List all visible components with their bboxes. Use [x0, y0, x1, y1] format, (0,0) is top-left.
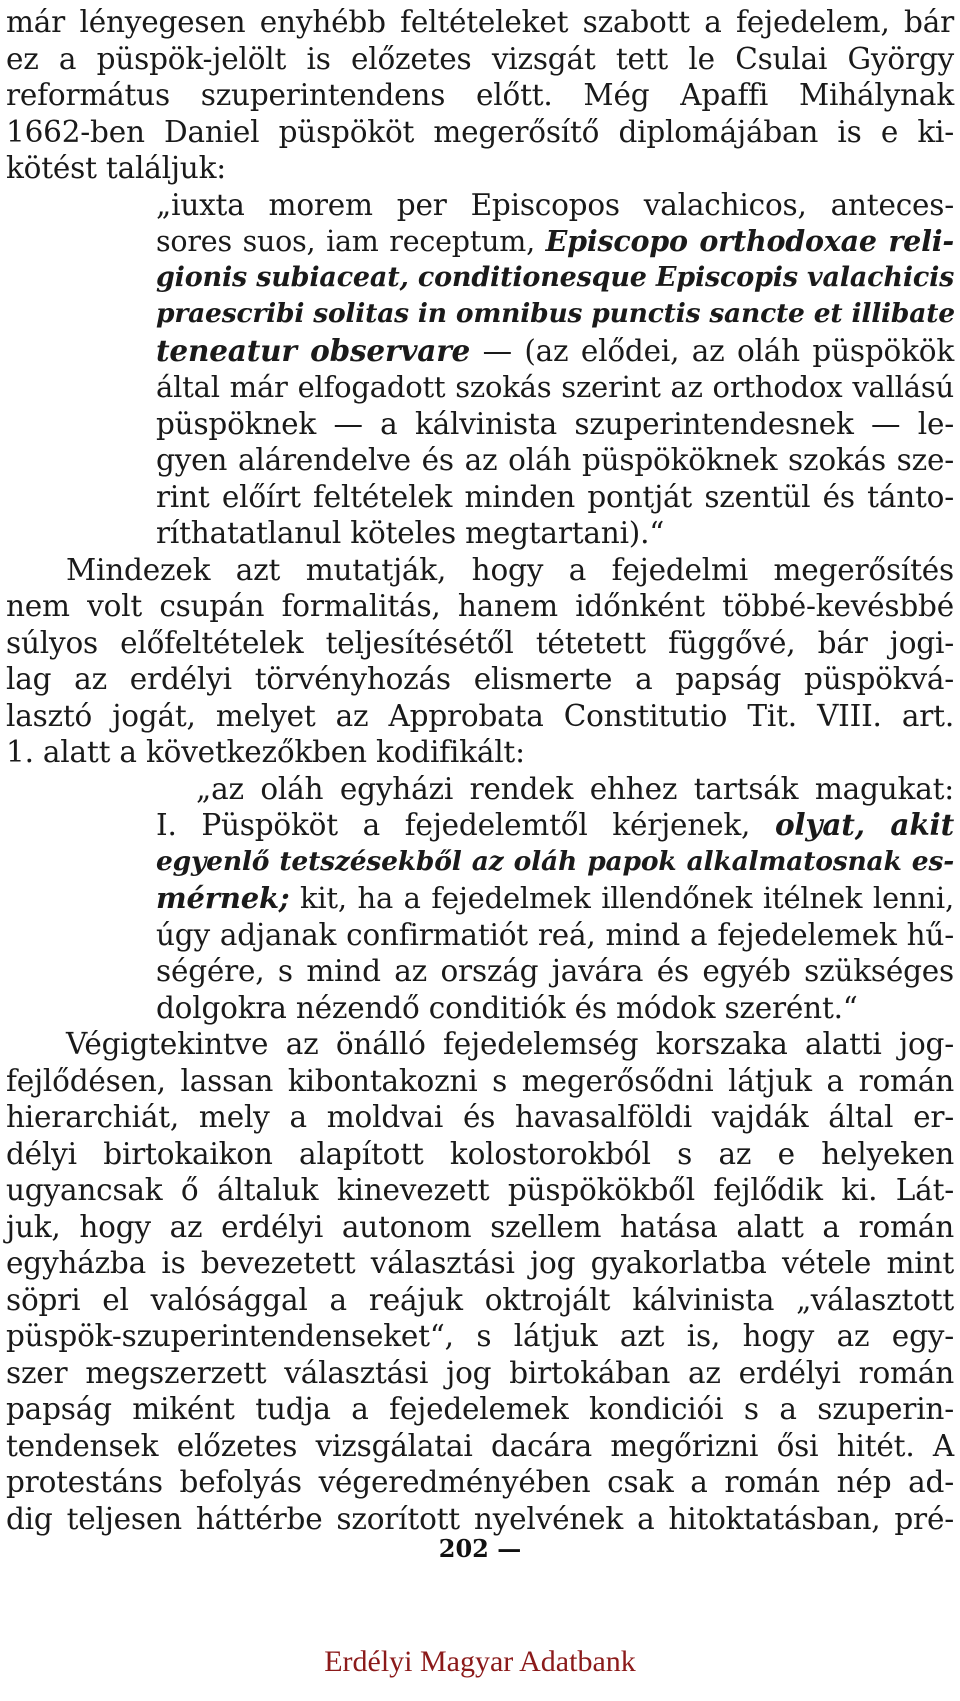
text-line — [6, 41, 954, 78]
text-line — [6, 1099, 954, 1136]
text-line — [6, 1428, 954, 1465]
text-line — [6, 990, 954, 1027]
text-line — [6, 880, 954, 917]
text-line — [6, 734, 954, 771]
text-line — [6, 223, 954, 260]
line-text: gyen alárendelve és az oláh püspököknek szokás sze- — [156, 443, 954, 477]
line-text: dig teljesen háttérbe szorított nyelvének a hitoktatásban, pré- — [6, 1501, 954, 1536]
text-line — [6, 369, 954, 406]
line-text: püspök-szuperintendenseket“, s látjuk azt is, hogy az egy- — [6, 1319, 954, 1353]
line-text: — (az elődei, az oláh püspökök — [470, 333, 954, 368]
line-text: söpri el valósággal a reájuk oktrojált kálvinista „választott — [6, 1282, 954, 1317]
line-text: ségére, s mind az ország javára és egyéb szükséges — [156, 954, 954, 988]
page-number: 202 — — [438, 1534, 522, 1563]
text-line — [6, 150, 954, 187]
line-text: juk, hogy az erdélyi autonom szellem hatása alatt a román — [6, 1209, 954, 1244]
line-text: nem volt csupán formalitás, hanem időnként többé-kevésbbé — [6, 589, 954, 623]
text-line — [6, 917, 954, 954]
line-text: szer megszerzett választási jog birtokában az erdélyi román — [6, 1355, 954, 1390]
line-text: már lényegesen enyhébb feltételeket szabott a fejedelem, bár — [6, 5, 954, 39]
line-italic-text: gionis subiaceat, conditionesque Episcopis valachicis — [156, 261, 955, 293]
text-line — [6, 1391, 954, 1428]
line-italic-text: mérnek; — [156, 881, 290, 915]
line-text: lag az erdélyi törvényhozás elismerte a papság püspökvá- — [6, 662, 954, 696]
line-text: 1. alatt a következőkben kodifikált: — [6, 735, 525, 769]
text-line — [6, 1355, 954, 1392]
line-italic-text: teneatur observare — [156, 332, 471, 368]
text-line — [6, 844, 954, 881]
line-text: délyi birtokaikon alapított kolostorokból s az e helyeken — [6, 1136, 954, 1171]
text-line — [6, 1136, 954, 1173]
line-text: dolgokra nézendő conditiók és módok szerént.“ — [156, 990, 858, 1025]
line-text: Mindezek azt mutatják, hogy a fejedelmi megerősítés — [66, 552, 954, 587]
text-line — [6, 1282, 954, 1319]
text-line — [6, 698, 954, 735]
text-line — [6, 260, 954, 297]
line-text: súlyos előfeltételek teljesítésétől tétetett függővé, bár jogi- — [6, 625, 954, 660]
line-text: kötést találjuk: — [6, 151, 226, 185]
line-italic-text: praescribi solitas in omnibus punctis sancte et illibate — [156, 298, 955, 329]
text-line — [6, 296, 954, 333]
text-line — [6, 1063, 954, 1100]
line-text: „az oláh egyházi rendek ehhez tartsák magukat: — [196, 771, 954, 806]
text-line — [6, 1501, 954, 1538]
line-text: püspöknek — a kálvinista szuperintendesnek — le- — [156, 406, 954, 441]
line-text: sores suos, iam receptum, — [156, 225, 546, 258]
line-text: protestáns befolyás végeredményében csak a román nép ad- — [6, 1465, 954, 1499]
text-line — [6, 77, 954, 114]
line-text: tendensek előzetes vizsgálatai dacára megőrizni ősi hitét. A — [6, 1428, 954, 1463]
line-text: 1662-ben Daniel püspököt megerősítő diplomájában is e ki- — [6, 114, 954, 149]
text-line — [6, 1318, 954, 1355]
line-italic-text: olyat, akit — [774, 807, 954, 842]
text-line — [6, 187, 954, 224]
line-text: hierarchiát, mely a moldvai és havasalföldi vajdák által er- — [6, 1100, 954, 1134]
body-text — [6, 4, 954, 1537]
text-line — [6, 661, 954, 698]
line-text: ríthatatlanul köteles megtartani).“ — [156, 516, 665, 550]
line-text: kit, ha a fejedelmek illendőnek itélnek lenni, — [289, 881, 954, 915]
text-line — [6, 1172, 954, 1209]
line-text: egyházba is bevezetett választási jog gyakorlatba vétele mint — [6, 1246, 954, 1280]
line-text: ez a püspök-jelölt is előzetes vizsgát tett le Csulai György — [6, 41, 954, 76]
line-text: lasztó jogát, melyet az Approbata Constitutio Tit. VIII. art. — [6, 698, 954, 733]
text-line — [6, 625, 954, 662]
line-text: úgy adjanak confirmatiót reá, mind a fejedelemek hű- — [156, 917, 954, 952]
text-line — [6, 114, 954, 151]
line-text: I. Püspököt a fejedelemtől kérjenek, — [156, 808, 775, 842]
text-line — [6, 953, 954, 990]
line-text: Végigtekintve az önálló fejedelemség korszaka alatti jog- — [66, 1027, 954, 1061]
text-line — [6, 1209, 954, 1246]
line-text: rint előírt feltételek minden pontját szentül és tánto- — [156, 479, 954, 514]
text-line — [6, 406, 954, 443]
line-italic-text: egyenlő tetszésekből az oláh papok alkalmatosnak es- — [156, 845, 954, 877]
line-text: papság miként tudja a fejedelemek kondiciói s a szuperin- — [6, 1392, 954, 1426]
line-text: által már elfogadott szokás szerint az orthodox vallású — [156, 370, 954, 404]
line-text: ugyancsak ő általuk kinevezett püspökökből fejlődik ki. Lát- — [6, 1173, 954, 1207]
text-line — [6, 442, 954, 479]
source-watermark: Erdélyi Magyar Adatbank — [324, 1645, 636, 1678]
line-italic-text: Episcopo orthodoxae reli- — [545, 224, 954, 258]
text-line — [6, 515, 954, 552]
text-line — [6, 1026, 954, 1063]
text-line — [6, 588, 954, 625]
text-line — [6, 1245, 954, 1282]
line-text: „iuxta morem per Episcopos valachicos, anteces- — [156, 187, 954, 222]
text-line — [6, 333, 954, 370]
text-line — [6, 1464, 954, 1501]
line-text: református szuperintendens előtt. Még Apaffi Mihálynak — [6, 78, 954, 112]
text-line — [6, 807, 954, 844]
line-text: fejlődésen, lassan kibontakozni s megerősődni látjuk a román — [6, 1063, 954, 1098]
text-line — [6, 552, 954, 589]
text-line — [6, 771, 954, 808]
text-line — [6, 4, 954, 41]
text-line — [6, 479, 954, 516]
